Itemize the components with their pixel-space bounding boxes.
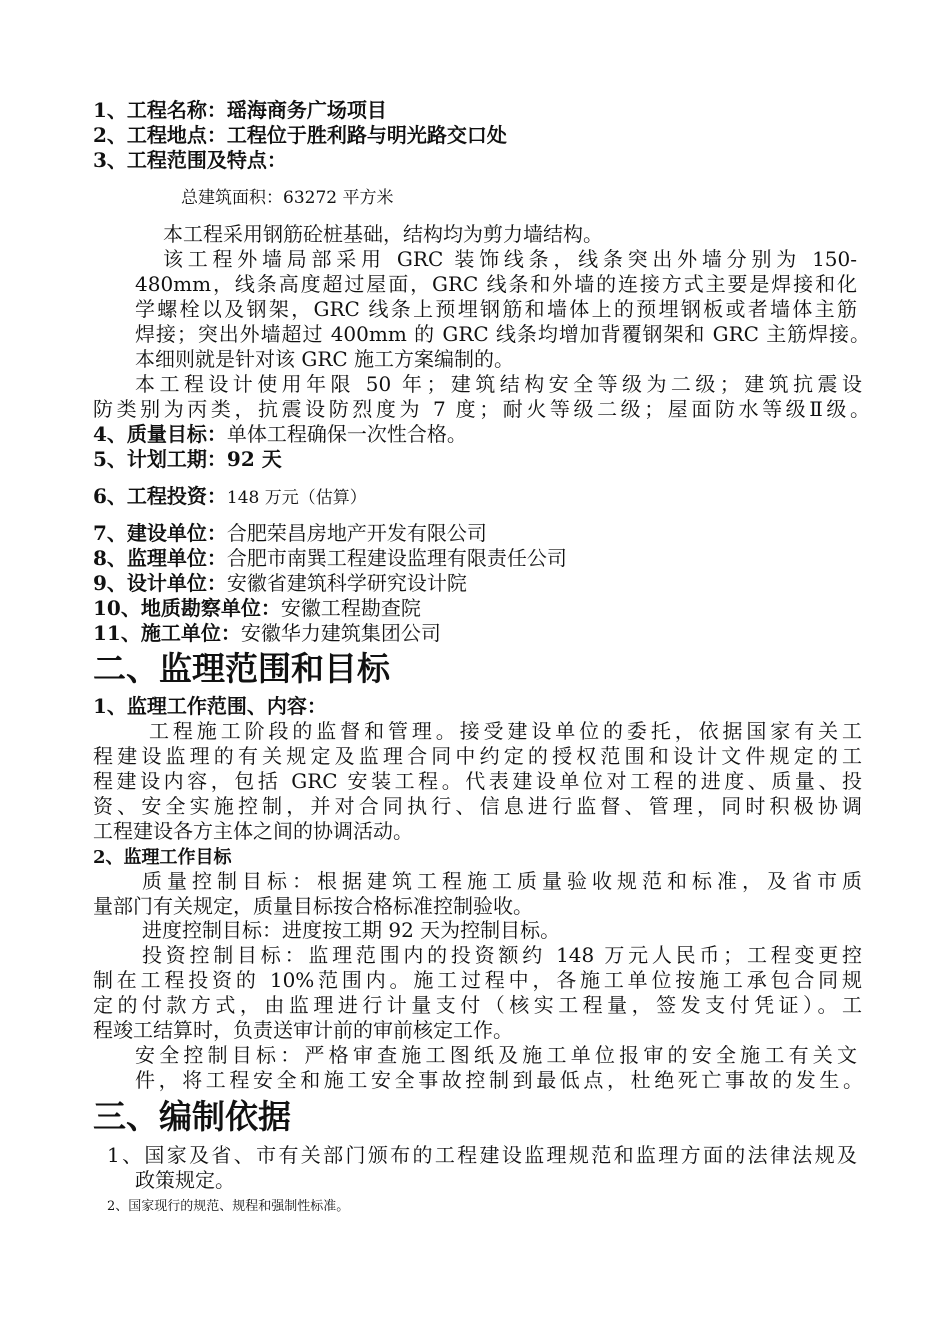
contractor-label: 11、施工单位： <box>93 621 241 645</box>
section-3-heading: 三、编制依据 <box>93 1097 291 1136</box>
grc-paragraph-line-2: 480mm，线条高度超过屋面，GRC 线条和外墙的连接方式主要是焊接和化 <box>135 272 857 296</box>
project-name-value: 瑶海商务广场项目 <box>226 98 387 122</box>
project-location-line <box>93 123 507 148</box>
project-name-label: 1、工程名称： <box>93 98 227 122</box>
project-area-line: 总建筑面积：63272 平方米 <box>181 188 394 208</box>
grc-paragraph-line-3: 学螺栓以及钢架，GRC 线条上预埋钢筋和墙体上的预埋钢板或者墙体主筋 <box>135 297 857 321</box>
scope-line-5: 工程建设各方主体之间的协调活动。 <box>93 819 413 843</box>
scope-title: 1、监理工作范围、内容： <box>93 694 327 718</box>
project-location-label: 2、工程地点： <box>93 123 227 147</box>
investment-value: 148 万元（估算） <box>226 488 367 508</box>
scope-line-2: 程建设监理的有关规定及监理合同中约定的授权范围和设计文件规定的工 <box>93 744 862 768</box>
investment-goal-line-4: 程竣工结算时，负责送审计前的审前核定工作。 <box>93 1018 513 1042</box>
safety-goal-line-2: 件，将工程安全和施工安全事故控制到最低点，杜绝死亡事故的发生。 <box>135 1068 863 1092</box>
designer-label: 9、设计单位： <box>93 571 227 595</box>
quality-goal-line-1: 质量控制目标：根据建筑工程施工质量验收规范和标准，及省市质 <box>142 869 862 893</box>
basis-item-1-line-1: 1、国家及省、市有关部门颁布的工程建设监理规范和监理方面的法律法规及 <box>107 1143 857 1167</box>
project-structure-line: 本工程采用钢筋砼桩基础，结构均为剪力墙结构。 <box>163 222 603 246</box>
designer-line <box>93 571 467 596</box>
investment-goal-line-2: 制在工程投资的 10%范围内。施工过程中，各施工单位按施工承包合同规 <box>93 968 862 992</box>
grc-paragraph-line-5: 本细则就是针对该 GRC 施工方案编制的。 <box>135 347 515 371</box>
investment-line <box>93 484 367 511</box>
owner-label: 7、建设单位： <box>93 521 227 545</box>
design-paragraph-line-1: 本工程设计使用年限 50 年；建筑结构安全等级为二级；建筑抗震设 <box>135 372 862 396</box>
supervisor-line <box>93 546 567 571</box>
grc-paragraph-line-1: 该工程外墙局部采用 GRC 装饰线条，线条突出外墙分别为 150- <box>163 247 857 271</box>
scope-line-4: 资、安全实施控制，并对合同执行、信息进行监督、管理，同时积极协调 <box>93 794 862 818</box>
contractor-line <box>93 621 441 646</box>
survey-value: 安徽工程勘查院 <box>280 596 421 620</box>
owner-value: 合肥荣昌房地产开发有限公司 <box>226 521 487 545</box>
quality-goal-line-2: 量部门有关规定，质量目标按合格标准控制验收。 <box>93 894 533 918</box>
survey-label: 10、地质勘察单位： <box>93 596 281 620</box>
survey-line <box>93 596 421 621</box>
quality-target-label: 4、质量目标： <box>93 422 227 446</box>
safety-goal-line-1: 安全控制目标：严格审查施工图纸及施工单位报审的安全施工有关文 <box>135 1043 857 1067</box>
goal-title: 2、监理工作目标 <box>93 847 232 868</box>
grc-paragraph-line-4: 焊接；突出外墙超过 400mm 的 GRC 线条均增加背覆钢架和 GRC 主筋焊接。 <box>135 322 870 346</box>
project-location-value: 工程位于胜利路与明光路交口处 <box>226 123 507 147</box>
owner-line <box>93 521 487 546</box>
supervisor-value: 合肥市南巽工程建设监理有限责任公司 <box>226 546 567 570</box>
design-paragraph-line-2: 防类别为丙类，抗震设防烈度为 7 度；耐火等级二级；屋面防水等级Ⅱ级。 <box>93 397 870 421</box>
project-scope-label: 3、工程范围及特点： <box>93 148 287 172</box>
section-2-heading: 二、监理范围和目标 <box>93 649 390 688</box>
scope-line-1: 工程施工阶段的监督和管理。接受建设单位的委托，依据国家有关工 <box>149 719 862 743</box>
investment-label: 6、工程投资： <box>93 484 227 508</box>
schedule-goal-line: 进度控制目标：进度按工期 92 天为控制目标。 <box>142 918 561 942</box>
investment-goal-line-1: 投资控制目标：监理范围内的投资额约 148 万元人民币；工程变更控 <box>142 943 862 967</box>
basis-item-2: 2、国家现行的规范、规程和强制性标准。 <box>107 1199 350 1214</box>
supervisor-label: 8、监理单位： <box>93 546 227 570</box>
scope-line-3: 程建设内容，包括 GRC 安装工程。代表建设单位对工程的进度、质量、投 <box>93 769 862 793</box>
schedule-line: 5、计划工期：92 天 <box>93 447 282 471</box>
contractor-value: 安徽华力建筑集团公司 <box>240 621 441 645</box>
designer-value: 安徽省建筑科学研究设计院 <box>226 571 467 595</box>
investment-goal-line-3: 定的付款方式，由监理进行计量支付（核实工程量，签发支付凭证）。工 <box>93 993 862 1017</box>
project-name-line <box>93 98 387 123</box>
quality-target-value: 单体工程确保一次性合格。 <box>226 422 467 446</box>
quality-target-line <box>93 422 467 447</box>
basis-item-1-line-2: 政策规定。 <box>135 1168 235 1192</box>
